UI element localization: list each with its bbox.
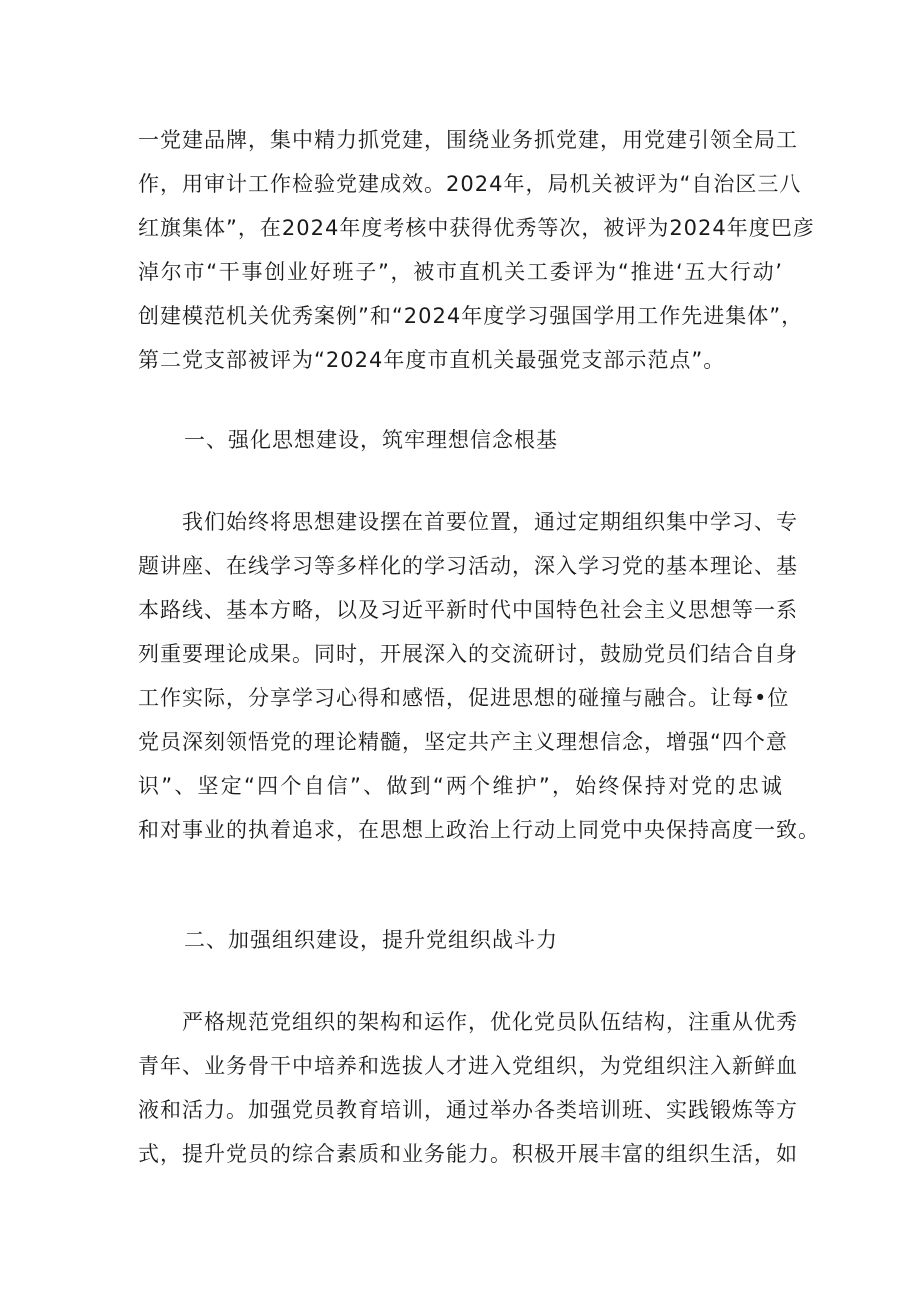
paragraph-line: 一党建品牌，集中精力抓党建，围绕业务抓党建，用党建引领全局工: [138, 128, 798, 152]
paragraph-line: 列重要理论成果。同时，开展深入的交流研讨，鼓励党员们结合自身: [138, 642, 798, 666]
paragraph-line: 式，提升党员的综合素质和业务能力。积极开展丰富的组织生活，如: [138, 1142, 798, 1166]
paragraph-line: 本路线、基本方略，以及习近平新时代中国特色社会主义思想等一系: [138, 598, 798, 622]
section-heading-organization: [138, 918, 783, 962]
paragraph-line: 作，用审计工作检验党建成效。2024年，局机关被评为“自治区三八: [138, 172, 802, 196]
paragraph-line: 创建模范机关优秀案例”和“2024年度学习强国学用工作先进集体”，: [138, 304, 804, 328]
paragraph-line: 和对事业的执着追求，在思想上政治上行动上同党中央保持高度一致。: [138, 818, 820, 842]
paragraph-organization: [138, 1000, 798, 1176]
paragraph-line: 红旗集体”，在2024年度考核中获得优秀等次，被评为2024年度巴彦: [138, 216, 815, 240]
paragraph-line: 青年、业务骨干中培养和选拔人才进入党组织，为党组织注入新鲜血: [138, 1054, 798, 1078]
section-heading: 二、加强组织建设，提升党组织战斗力: [184, 928, 558, 952]
paragraph-line: 淖尔市“干事创业好班子”，被市直机关工委评为“推进‘五大行动’: [138, 260, 783, 284]
section-heading-ideology: [138, 418, 783, 462]
paragraph-ideology: [138, 500, 820, 852]
section-heading: 一、强化思想建设，筑牢理想信念根基: [184, 428, 558, 452]
paragraph-achievements: [138, 118, 815, 382]
paragraph-line: 党员深刻领悟党的理论精髓，坚定共产主义理想信念，增强“四个意: [138, 730, 788, 754]
paragraph-line: 液和活力。加强党员教育培训，通过举办各类培训班、实践锻炼等方: [138, 1098, 798, 1122]
paragraph-line: 工作实际，分享学习心得和感悟，促进思想的碰撞与融合。让每•位: [138, 686, 790, 710]
paragraph-line: 严格规范党组织的架构和运作，优化党员队伍结构，注重从优秀: [182, 1010, 798, 1034]
paragraph-line: 识”、坚定“四个自信”、做到“两个维护”，始终保持对党的忠诚: [138, 774, 783, 798]
paragraph-line: 第二党支部被评为“2024年度市直机关最强党支部示范点”。: [138, 348, 726, 372]
paragraph-line: 题讲座、在线学习等多样化的学习活动，深入学习党的基本理论、基: [138, 554, 798, 578]
paragraph-line: 我们始终将思想建设摆在首要位置，通过定期组织集中学习、专: [182, 510, 798, 534]
